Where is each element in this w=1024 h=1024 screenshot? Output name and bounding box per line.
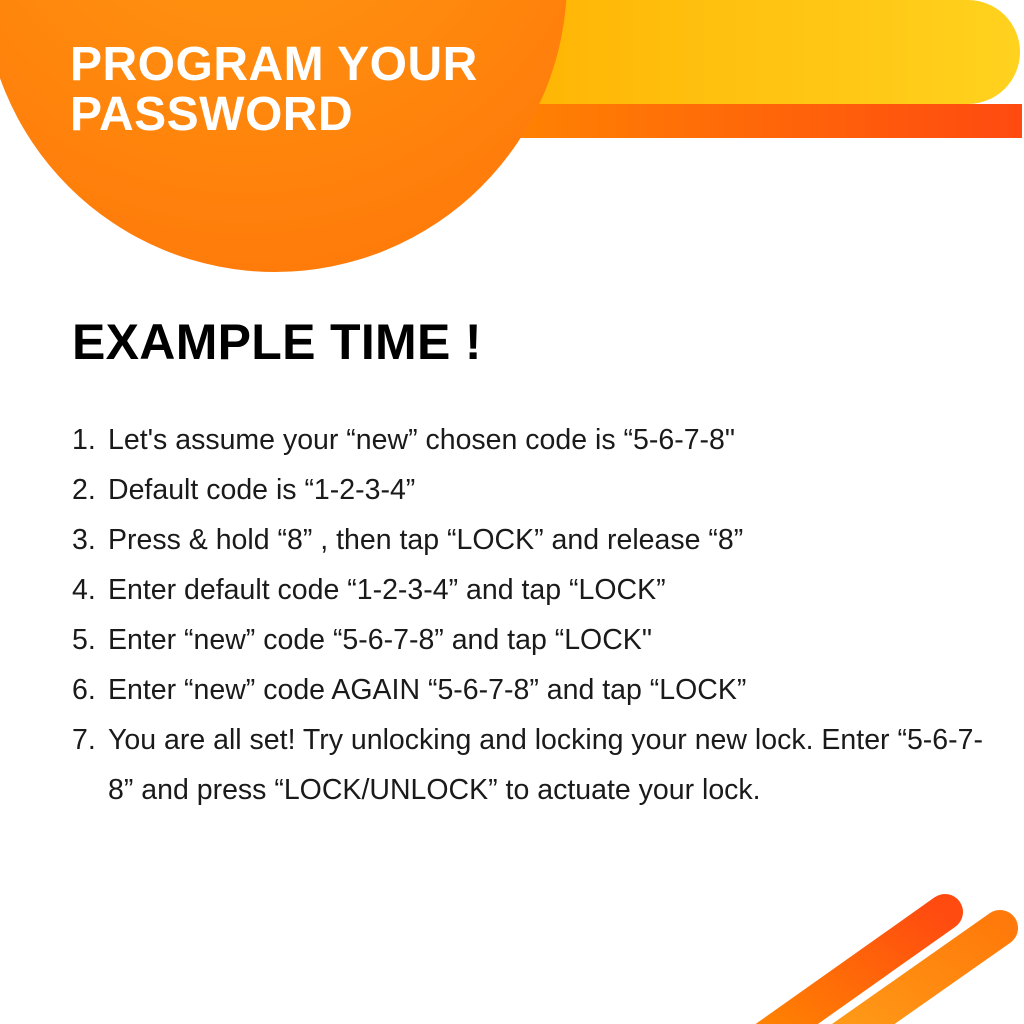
step-item: [72, 415, 1002, 465]
step-number: 6.: [72, 674, 96, 706]
step-text: Enter “new” code “5-6-7-8” and tap “LOCK": [108, 624, 652, 656]
steps-list: [72, 415, 1002, 815]
step-text: Let's assume your “new” chosen code is “5-6-7-8": [108, 424, 735, 456]
step-item: [72, 615, 1002, 665]
step-number: 2.: [72, 474, 96, 506]
step-number: 5.: [72, 624, 96, 656]
step-number: 4.: [72, 574, 96, 606]
page-title: [70, 40, 478, 140]
step-text: Enter default code “1-2-3-4” and tap “LOCK”: [108, 574, 666, 606]
section-title: EXAMPLE TIME !: [72, 314, 482, 370]
step-text: You are all set! Try unlocking and locking your new lock. Enter “5-6-7-8” and press “LOCK/UNLOCK” to actuate your lock.: [108, 724, 983, 806]
step-text: Default code is “1-2-3-4”: [108, 474, 416, 506]
step-number: 1.: [72, 424, 96, 456]
step-number: 3.: [72, 524, 96, 556]
step-number: 7.: [72, 724, 96, 756]
page-title-line-1: PROGRAM YOUR: [70, 38, 478, 91]
step-item: [72, 515, 1002, 565]
step-item: [72, 665, 1002, 715]
page-title-line-2: PASSWORD: [70, 88, 354, 141]
step-item: [72, 715, 1002, 815]
step-text: Enter “new” code AGAIN “5-6-7-8” and tap “LOCK”: [108, 674, 747, 706]
step-item: [72, 465, 1002, 515]
step-item: [72, 565, 1002, 615]
step-text: Press & hold “8” , then tap “LOCK” and release “8”: [108, 524, 744, 556]
